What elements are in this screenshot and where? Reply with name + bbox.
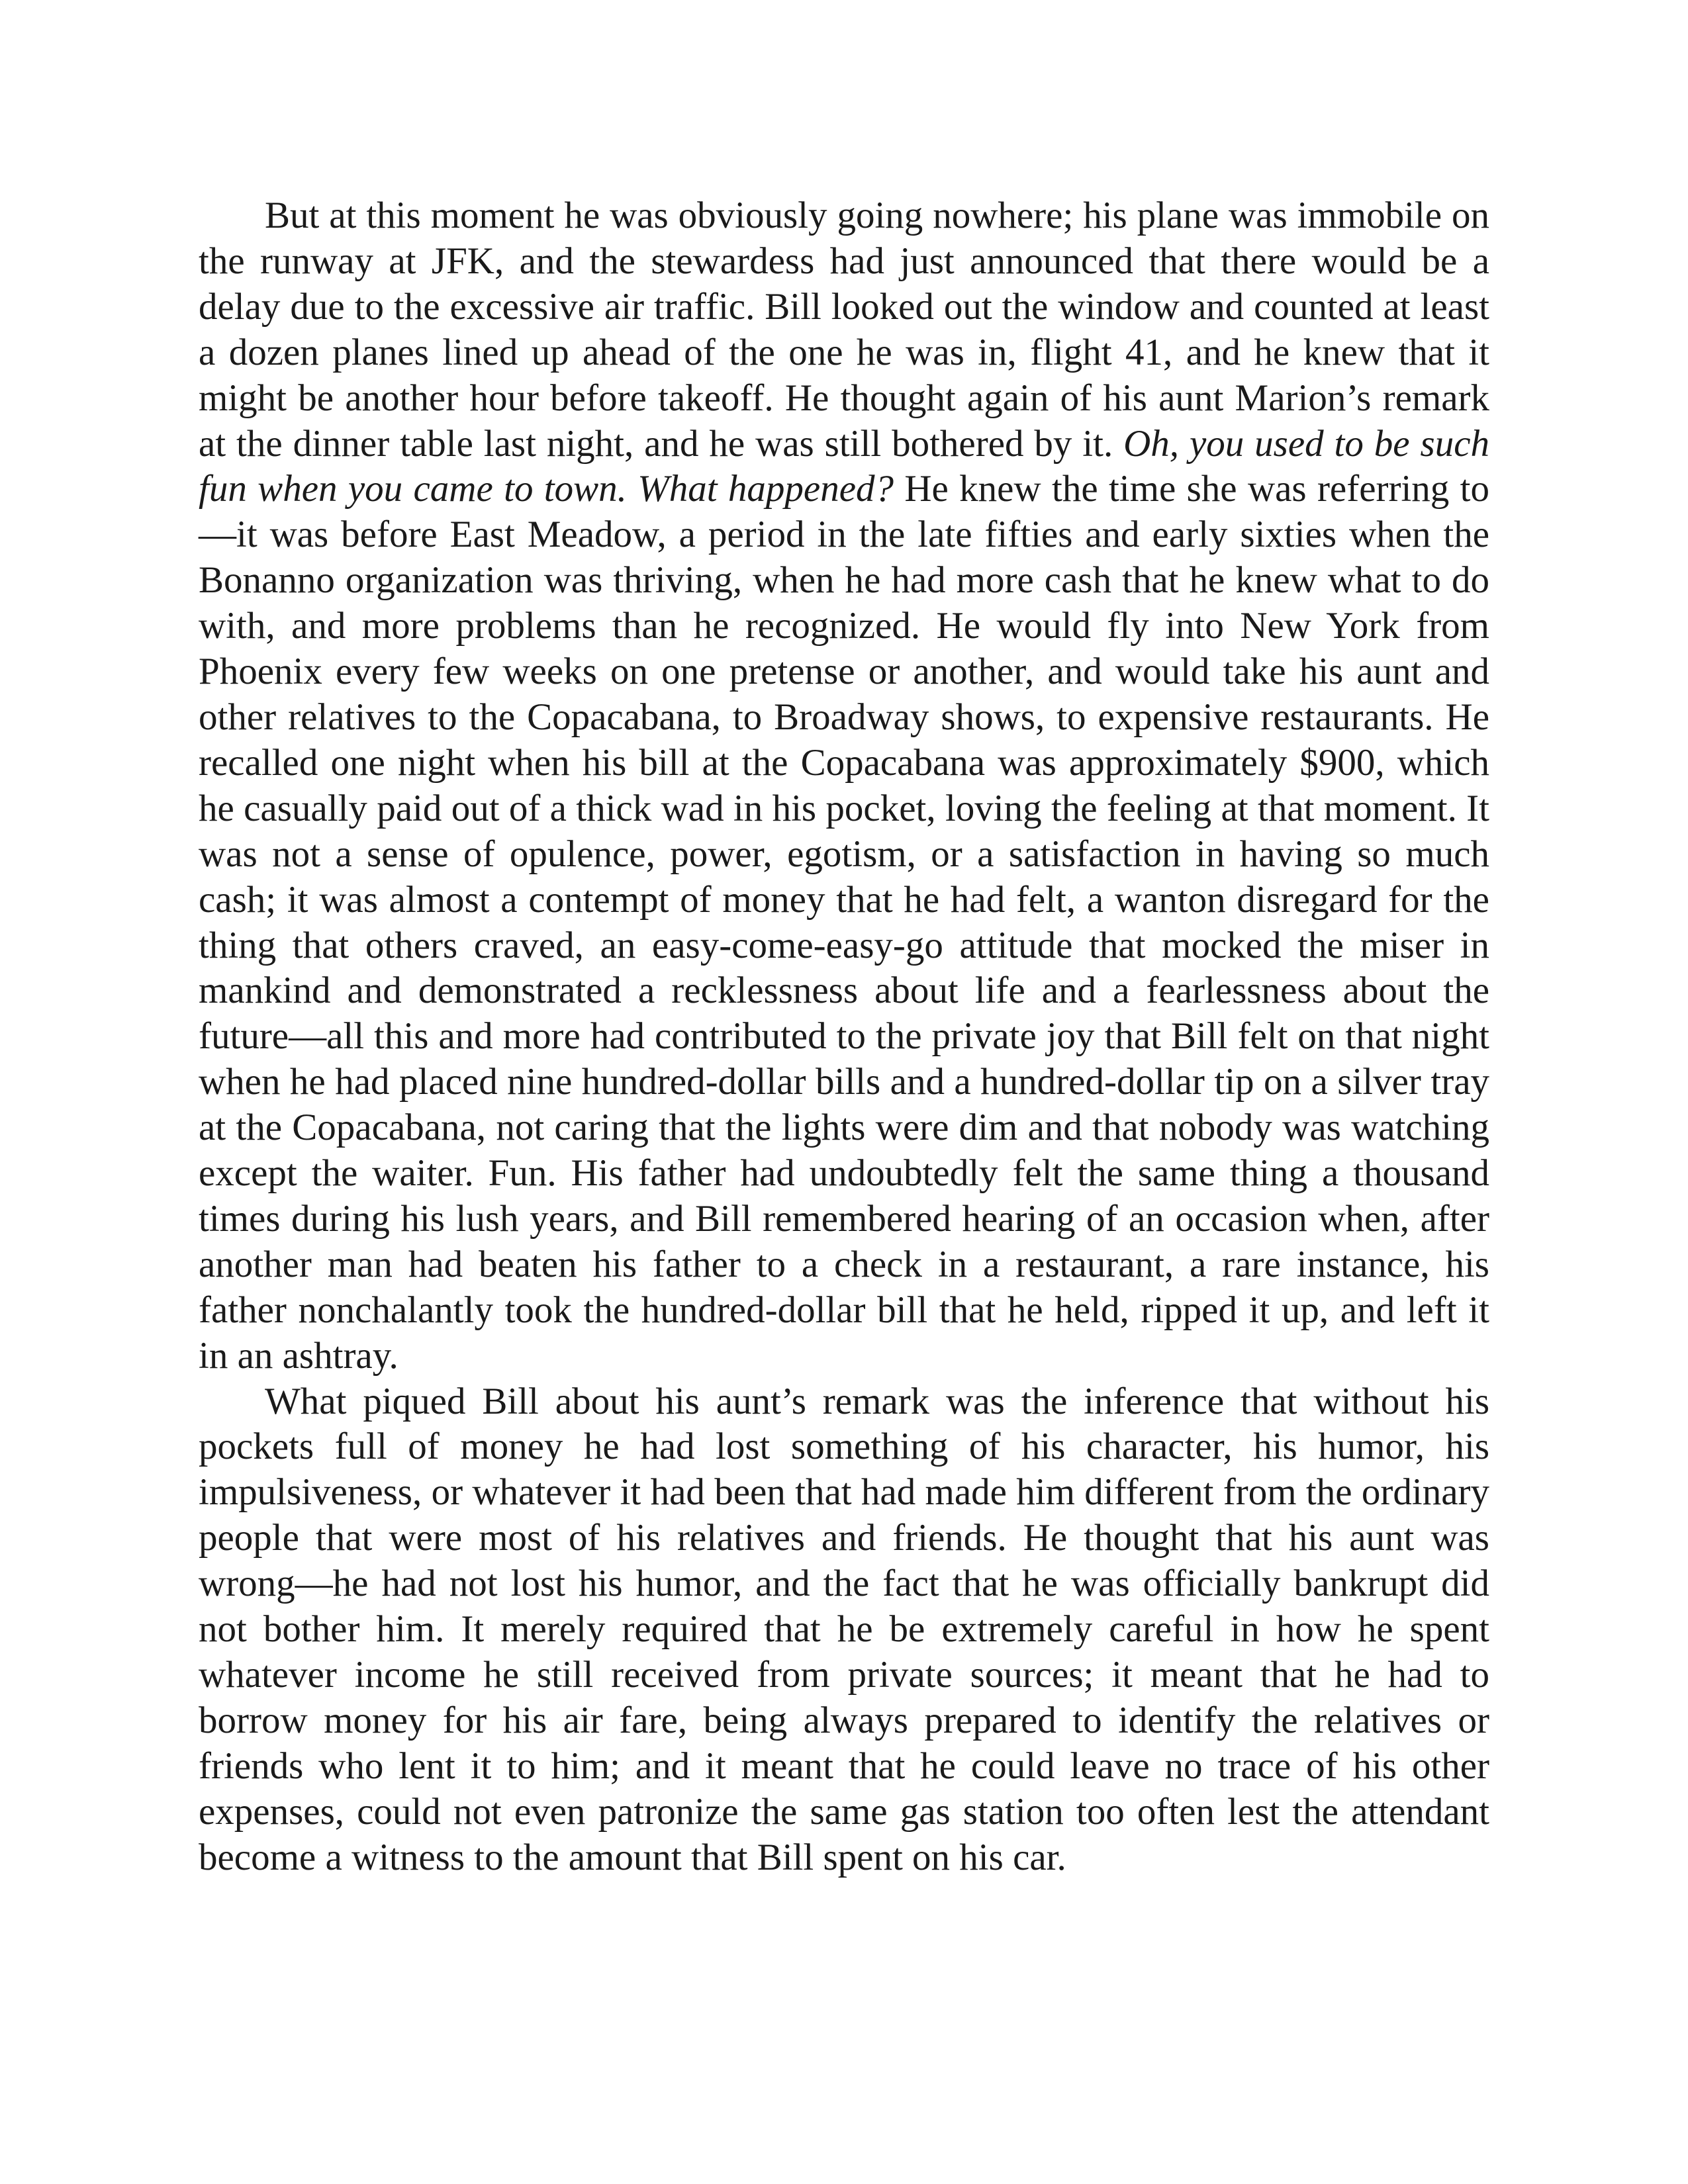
- paragraph-1-text-start: But at this moment he was obviously going nowhere; his plane was immobile on the runway at JFK, and the stewardess had just announced that there would be a delay due to the excessive air traffic. Bill looked out the window and counted at least a dozen planes lined up ahead of the one he was in, flight 41, and he knew that it might be another hour before takeoff. He thought again of his aunt Marion’s remark at the dinner table last night, and he was still bothered by it.: [199, 195, 1489, 465]
- paragraph-1: [199, 193, 1489, 1379]
- italic-quote: Oh, you used to be such fun when you came to town. What happened?: [199, 422, 1489, 510]
- body-text: [199, 193, 1489, 1881]
- paragraph-1-text-end: He knew the time she was referring to—it was before East Meadow, a period in the late fifties and early sixties when the Bonanno organization was thriving, when he had more cash that he knew what to do with, and more problems than he recognized. He would fly into New York from Phoenix every few weeks on one pretense or another, and would take his aunt and other relatives to the Copacabana, to Broadway shows, to expensive restaurants. He recalled one night when his bill at the Copacabana was approximately $900, which he casually paid out of a thick wad in his pocket, loving the feeling at that moment. It was not a sense of opulence, power, egotism, or a satisfaction in having so much cash; it was almost a contempt of money that he had felt, a wanton disregard for the thing that others craved, an easy-come-easy-go attitude that mocked the miser in mankind and demonstrated a recklessness about life and a fearlessness about the future—all this and more had contributed to the private joy that Bill felt on that night when he had placed nine hundred-dollar bills and a hundred-dollar tip on a silver tray at the Copacabana, not caring that the lights were dim and that nobody was watching except the waiter. Fun. His father had undoubtedly felt the same thing a thousand times during his lush years, and Bill remembered hearing of an occasion when, after another man had beaten his father to a check in a restaurant, a rare instance, his father nonchalantly took the hundred-dollar bill that he held, ripped it up, and left it in an ashtray.: [199, 468, 1489, 1377]
- paragraph-2: What piqued Bill about his aunt’s remark was the inference that without his pockets full of money he had lost something of his character, his humor, his impulsiveness, or whatever it had been that had made him different from the ordinary people that were most of his relatives and friends. He thought that his aunt was wrong—he had not lost his humor, and the fact that he was officially bankrupt did not bother him. It merely required that he be extremely careful in how he spent whatever income he still received from private sources; it meant that he had to borrow money for his air fare, being always prepared to identify the relatives or friends who lent it to him; and it meant that he could leave no trace of his other expenses, could not even patronize the same gas station too often lest the attendant become a witness to the amount that Bill spent on his car.: [199, 1380, 1489, 1878]
